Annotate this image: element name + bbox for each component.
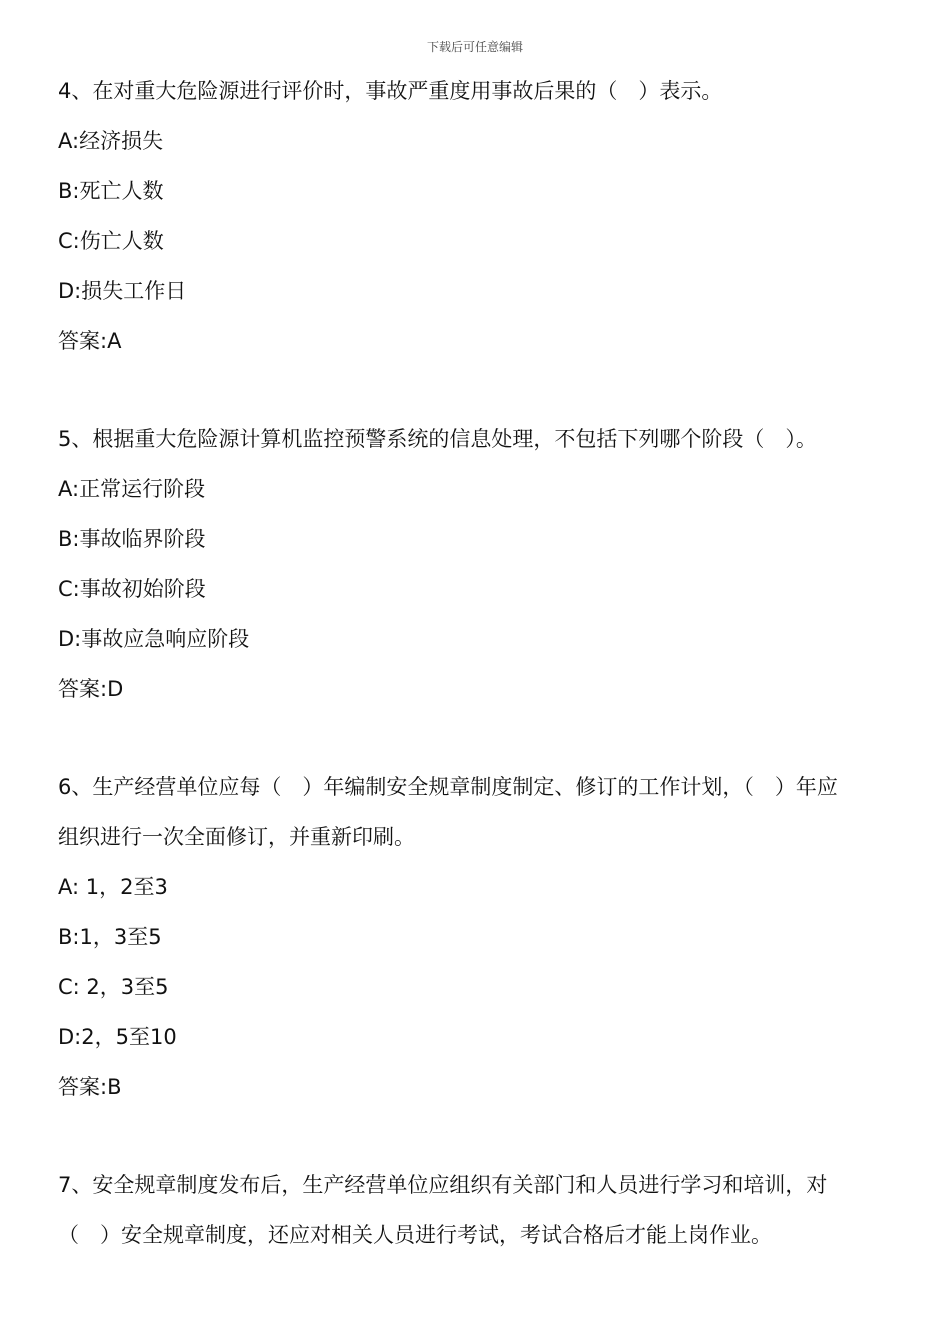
question-stem-line-2: （ ）安全规章制度，还应对相关人员进行考试，考试合格后才能上岗作业。 <box>58 1223 772 1247</box>
option-c: C: 2，3至5 <box>58 975 169 999</box>
question-stem-line-1: 6、生产经营单位应每（ ）年编制安全规章制度制定、修订的工作计划，（ ）年应 <box>58 775 838 799</box>
option-d: D:损失工作日 <box>58 279 187 303</box>
option-c: C:伤亡人数 <box>58 229 164 253</box>
page-header: 下载后可任意编辑 <box>426 40 523 54</box>
option-a: A: 1，2至3 <box>58 875 168 899</box>
question-stem-line-1: 7、安全规章制度发布后，生产经营单位应组织有关部门和人员进行学习和培训，对 <box>58 1173 828 1197</box>
question-4 <box>58 66 894 366</box>
answer: 答案:B <box>58 1075 122 1099</box>
option-d: D:事故应急响应阶段 <box>58 627 250 651</box>
question-list <box>58 66 894 1260</box>
option-b: B:1，3至5 <box>58 925 162 949</box>
question-stem: 5、根据重大危险源计算机监控预警系统的信息处理，不包括下列哪个阶段（ ）。 <box>58 427 817 451</box>
option-c: C:事故初始阶段 <box>58 577 206 601</box>
answer: 答案:A <box>58 329 122 353</box>
question-stem-line-2: 组织进行一次全面修订，并重新印刷。 <box>58 825 415 849</box>
option-a: A:经济损失 <box>58 129 164 153</box>
option-b: B:事故临界阶段 <box>58 527 206 551</box>
question-6 <box>58 762 894 1112</box>
option-d: D:2，5至10 <box>58 1025 177 1049</box>
answer: 答案:D <box>58 677 124 701</box>
option-b: B:死亡人数 <box>58 179 164 203</box>
question-stem: 4、在对重大危险源进行评价时，事故严重度用事故后果的（ ）表示。 <box>58 79 723 103</box>
question-7 <box>58 1160 894 1260</box>
question-5 <box>58 414 894 714</box>
option-a: A:正常运行阶段 <box>58 477 206 501</box>
